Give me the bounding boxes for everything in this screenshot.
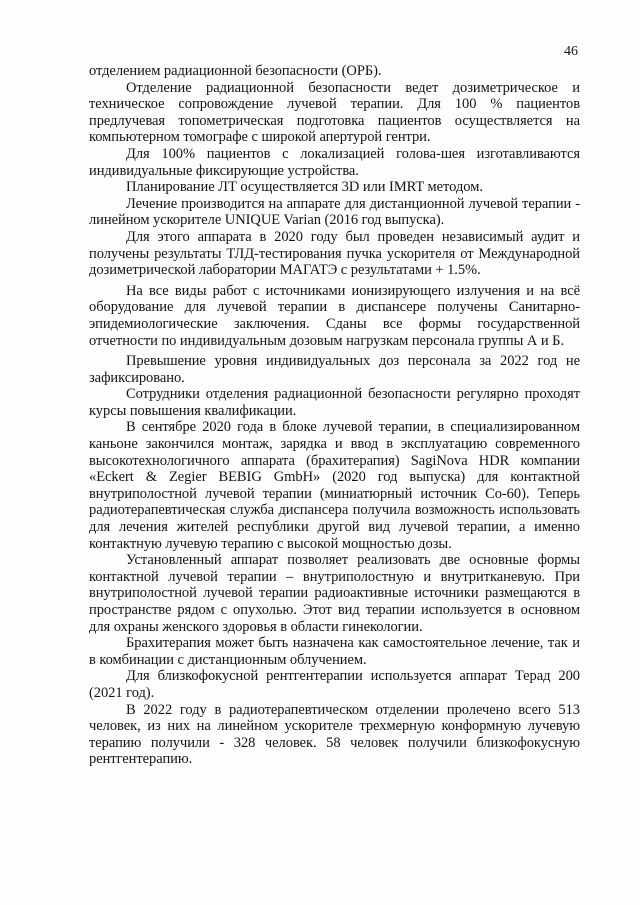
paragraph: Установленный аппарат позволяет реализовать две основные формы контактной лучевой терапии – внутриполостную и внутритканевую. При внутриполостной лучевой терапии радиоактивные источники размещаются в пространстве рядом с опухолью. Этот вид терапии используется в основном для охраны женского здоровья в области гинекологии. (89, 552, 580, 635)
document-body (89, 63, 580, 768)
paragraph: Для 100% пациентов с локализацией голова-шея изготавливаются индивидуальные фиксирующие устройства. (89, 145, 580, 179)
paragraph: Лечение производится на аппарате для дистанционной лучевой терапии - линейном ускорителе UNIQUE Varian (2016 год выпуска). (89, 195, 580, 229)
page-number: 46 (564, 44, 578, 59)
paragraph: На все виды работ с источниками ионизирующего излучения и на всё оборудование для лучевой терапии в диспансере получены Санитарно-эпидемиологические заключения. Сданы все формы государственной отчетности по индивидуальным дозовым нагрузкам персонала группы А и Б. (89, 282, 580, 349)
paragraph: отделением радиационной безопасности (ОРБ). (89, 63, 382, 79)
paragraph: Для близкофокусной рентгентерапии используется аппарат Терад 200 (2021 год). (89, 668, 580, 701)
paragraph: Брахитерапия может быть назначена как самостоятельное лечение, так и в комбинации с дистанционным облучением. (89, 635, 580, 668)
paragraph: Превышение уровня индивидуальных доз персонала за 2022 год не зафиксировано. (89, 353, 580, 386)
paragraph: В 2022 году в радиотерапевтическом отделении пролечено всего 513 человек, из них на линейном ускорителе трехмерную конформную лучевую терапию получили - 328 человек. 58 человек получили близкофокусную рентгентерапию. (89, 701, 580, 768)
paragraph: Сотрудники отделения радиационной безопасности регулярно проходят курсы повышения квалификации. (89, 386, 580, 419)
paragraph: Для этого аппарата в 2020 году был проведен независимый аудит и получены результаты ТЛД-тестирования пучка ускорителя от Международной дозиметрической лаборатории МАГАТЭ с результатами + 1.5%. (89, 228, 580, 279)
paragraph: Планирование ЛТ осуществляется 3D или IMRT методом. (126, 179, 483, 196)
paragraph: Отделение радиационной безопасности ведет дозиметрическое и техническое сопровождение лучевой терапии. Для 100 % пациентов предлучевая топометрическая подготовка пациентов осуществляется на компьютерном томографе с широкой апертурой гентри. (89, 79, 580, 146)
paragraph: В сентябре 2020 года в блоке лучевой терапии, в специализированном каньоне закончился монтаж, зарядка и ввод в эксплуатацию современного высокотехнологичного аппарата (брахитерапия) SagiNova HDR компании «Eckert & Zegier BEBIG GmbH» (2020 год выпуска) для контактной внутриполостной лучевой терапии (миниатюрный источник Со-60). Теперь радиотерапевтическая служба диспансера получила возможность использовать для лечения жителей республики другой вид лучевой терапии, а именно контактную лучевую терапию с высокой мощностью дозы. (89, 419, 580, 552)
